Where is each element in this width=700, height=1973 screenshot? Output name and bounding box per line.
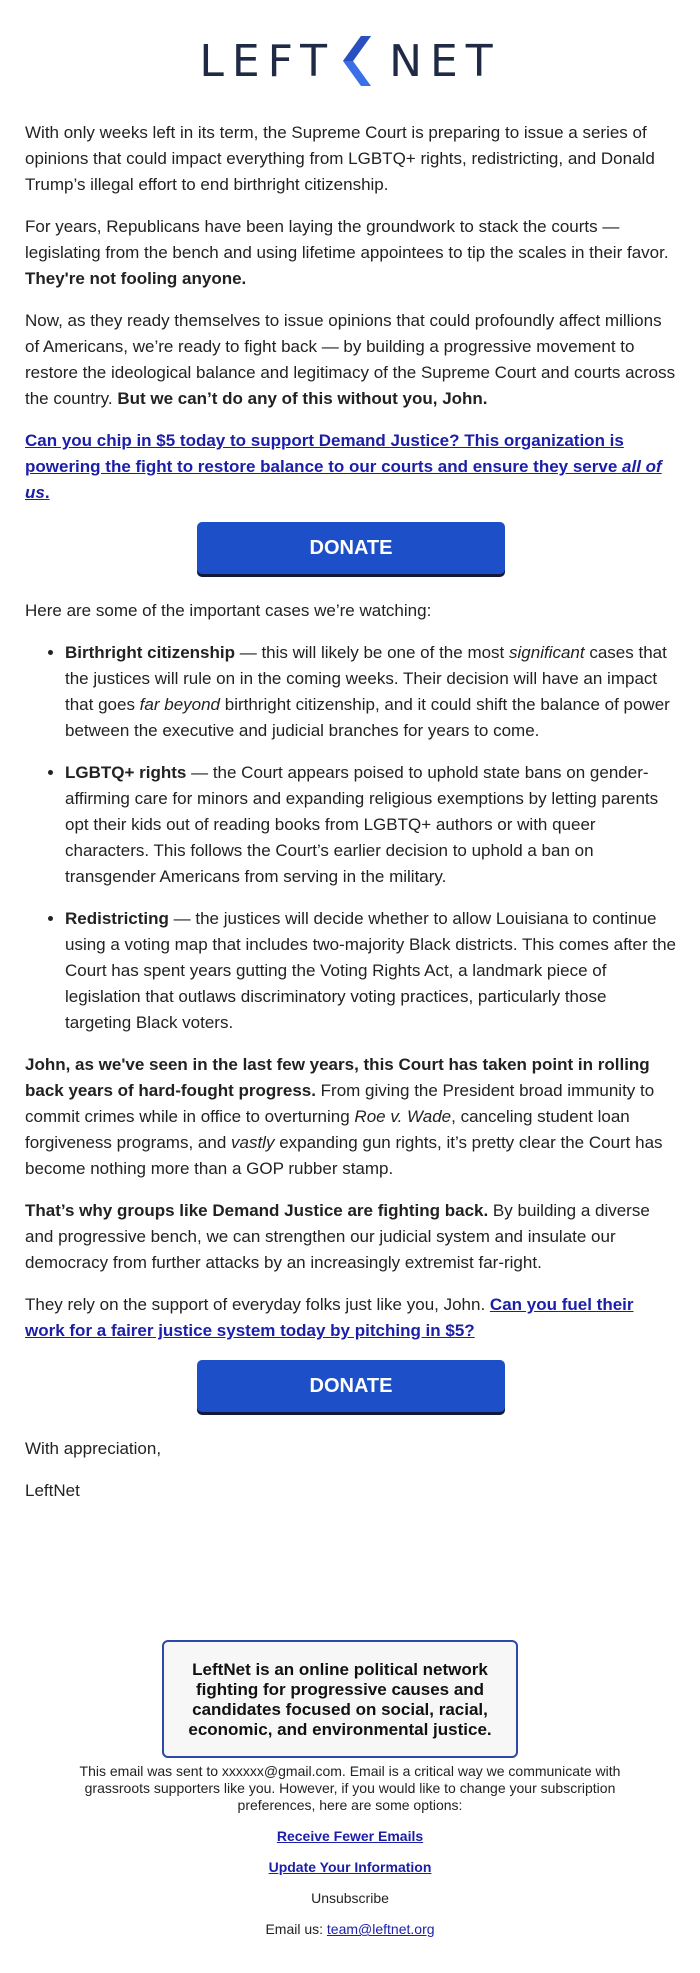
donate-button-wrap-1 (25, 522, 677, 574)
update-information-link[interactable]: Update Your Information (268, 1859, 432, 1875)
donate-button-top[interactable]: DONATE (197, 522, 505, 574)
email-address-link[interactable]: team@leftnet.org (326, 1921, 435, 1937)
case-lgbtq-rights: • LGBTQ+ rights — the Court appears poised to uphold state bans on gender-affirming care for minors and expanding religious exemptions by letting parents opt their kids out of reading books from LGBTQ+ authors or with queer characters. This follows the Court’s earlier decision to uphold a ban on transgender Americans from serving in the military. (65, 760, 677, 890)
email-us-line: Email us: team@leftnet.org (265, 1921, 435, 1937)
chip-in-link[interactable]: Can you chip in $5 today to support Demand Justice? This organization is powering the fight to restore balance to our courts and ensure they serve all of us. (25, 431, 662, 502)
email-body (25, 120, 677, 1520)
unsubscribe-link[interactable]: Unsubscribe (311, 1890, 389, 1906)
signoff-closing: With appreciation, (25, 1439, 162, 1458)
email-footer (60, 1763, 640, 1952)
body-paragraph-demand-justice: That’s why groups like Demand Justice are fighting back. By building a diverse and progressive bench, we can strengthen our judicial system and insulate our democracy from further attacks by an increasingly extremist far-right. (25, 1201, 650, 1272)
logo-word-right: NET (389, 35, 501, 87)
intro-paragraph-2: For years, Republicans have been laying the groundwork to stack the courts — legislating from the bench and using lifetime appointees to tip the scales in their favor. They're not fooling anyone. (25, 217, 669, 288)
cases-intro: Here are some of the important cases we’re watching: (25, 601, 432, 620)
case-redistricting: • Redistricting — the justices will decide whether to allow Louisiana to continue using a voting map that includes two-majority Black districts. This comes after the Court has spent years gutting the Voting Rights Act, a landmark piece of legislation that outlaws discriminatory voting practices, particularly those targeting Black voters. (65, 906, 677, 1036)
case-birthright-citizenship: • Birthright citizenship — this will likely be one of the most significant cases that the justices will rule on in the coming weeks. Their decision will have an impact that goes far beyond birthright citizenship, and it could shift the balance of power between the executive and judicial branches for years to come. (65, 640, 677, 744)
logo-word-left: LEFT (199, 35, 336, 87)
donate-button-bottom[interactable]: DONATE (197, 1360, 505, 1412)
sent-to-notice: This email was sent to xxxxxx@gmail.com. Email is a critical way we communicate with grassroots supporters like you. However, if you would like to change your subscription preferences, here are some options: (79, 1763, 621, 1813)
fuel-work-link[interactable]: Can you fuel their work for a fairer justice system today by pitching in $5? (25, 1295, 634, 1340)
donate-button-wrap-2 (25, 1360, 677, 1412)
intro-paragraph-3: Now, as they ready themselves to issue opinions that could profoundly affect millions of Americans, we’re ready to fight back — by building a progressive movement to restore the ideological balance and legitimacy of the Supreme Court and courts across the country. But we can’t do any of this without you, John. (25, 311, 676, 408)
receive-fewer-emails-link[interactable]: Receive Fewer Emails (276, 1828, 424, 1844)
logo-chevron-icon (341, 36, 377, 86)
signoff-name: LeftNet (25, 1481, 80, 1500)
about-leftnet-box: LeftNet is an online political network fighting for progressive causes and candidates focused on social, racial, economic, and environmental justice. (162, 1640, 518, 1758)
intro-paragraph-1: With only weeks left in its term, the Supreme Court is preparing to issue a series of opinions that could impact everything from LGBTQ+ rights, redistricting, and Donald Trump’s illegal effort to end birthright citizenship. (25, 123, 655, 194)
donate-cta-link-1[interactable] (25, 428, 677, 506)
leftnet-logo[interactable] (0, 36, 700, 86)
body-paragraph-court: John, as we've seen in the last few years, this Court has taken point in rolling back years of hard-fought progress. From giving the President broad immunity to commit crimes while in office to overturning Roe v. Wade, canceling student loan forgiveness programs, and vastly expanding gun rights, it’s pretty clear the Court has become nothing more than a GOP rubber stamp. (25, 1055, 663, 1178)
cases-list (25, 640, 677, 1036)
body-paragraph-support: They rely on the support of everyday folks just like you, John. Can you fuel their work for a fairer justice system today by pitching in $5? (25, 1295, 634, 1340)
